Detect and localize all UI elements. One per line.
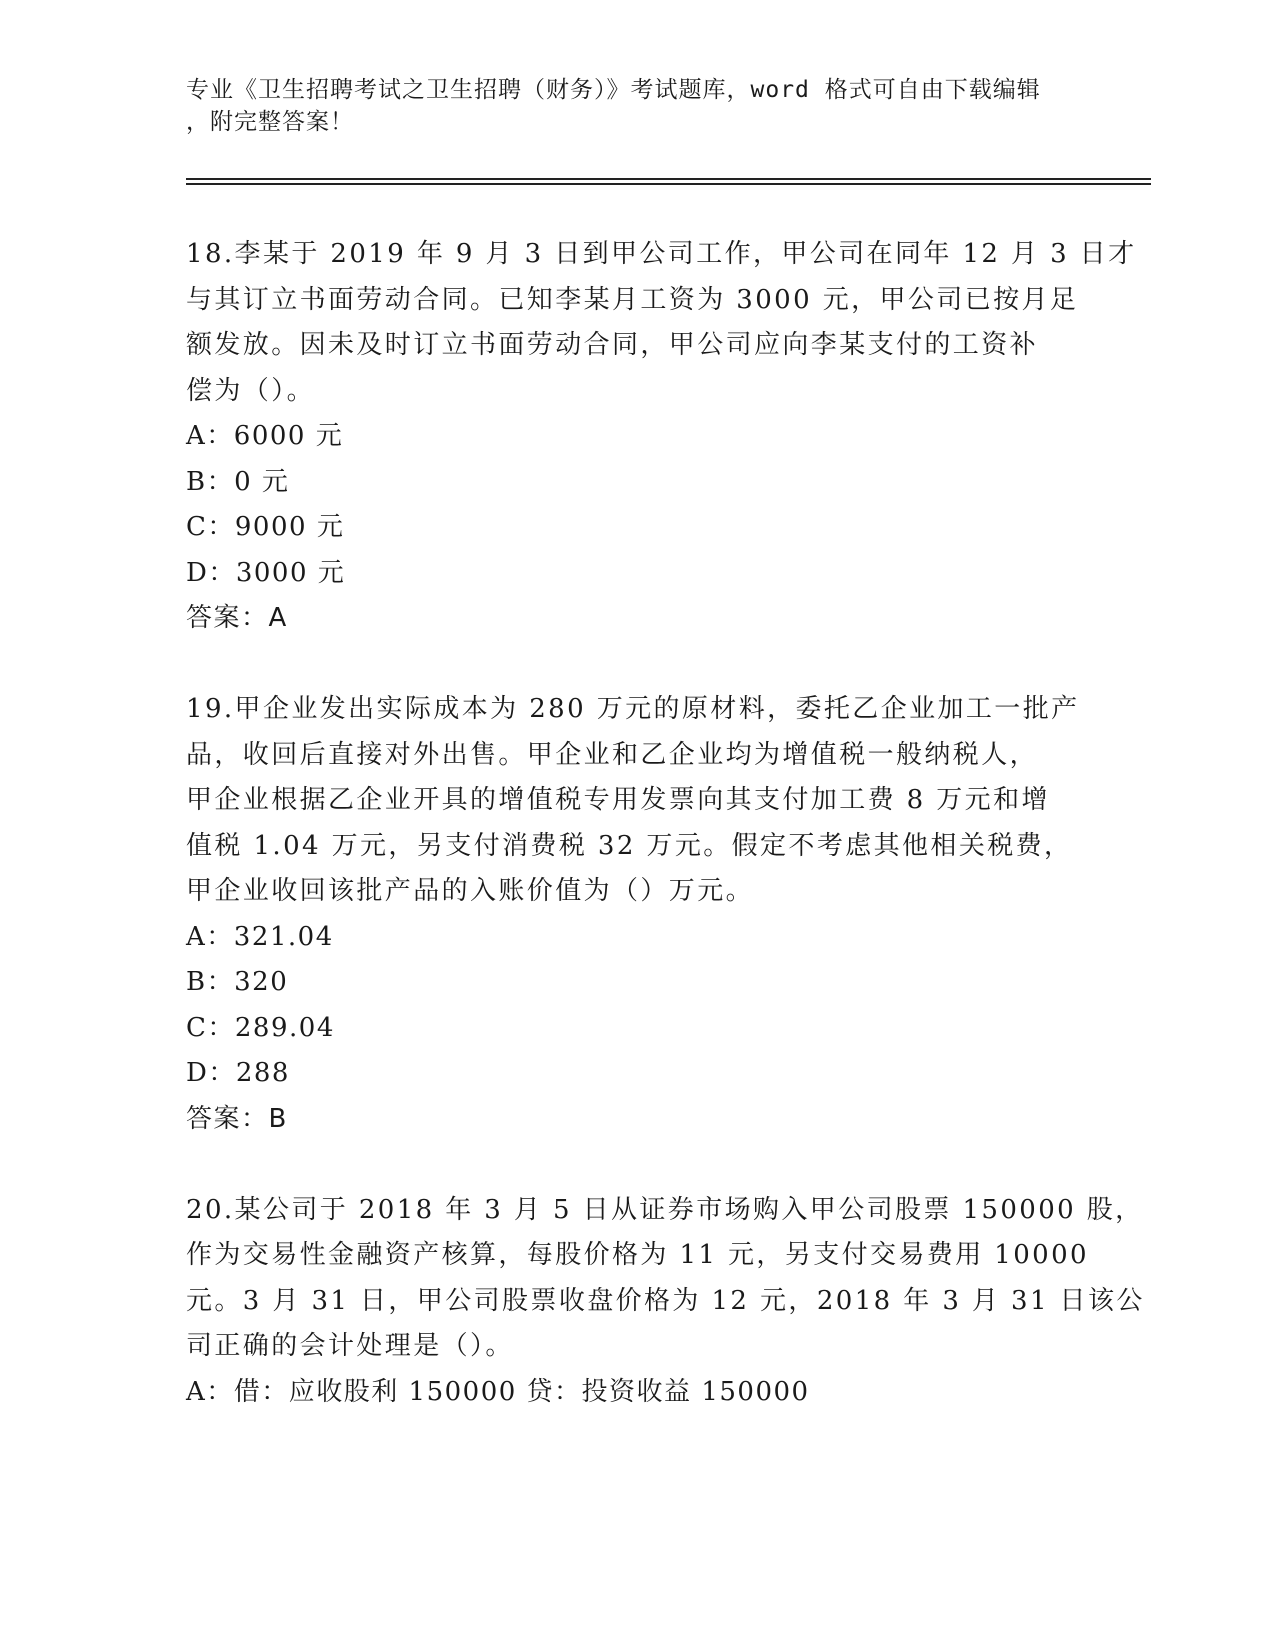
spacer (186, 1142, 1086, 1188)
header-divider-top (186, 178, 1151, 180)
option-b: B：0 元 (186, 466, 290, 497)
question-text-line: 偿为（）。 (186, 375, 316, 406)
question-text-line: 司正确的会计处理是（）。 (186, 1331, 514, 1361)
question-text-line: 19.甲企业发出实际成本为 280 万元的原材料，委托乙企业加工一批产 (186, 694, 1080, 724)
option-b: B：320 (186, 967, 289, 997)
question-text-line: 18.李某于 2019 年 9 月 3 日到甲公司工作，甲公司在同年 12 月 3 日才 (186, 239, 1137, 269)
question-19 (186, 687, 1086, 915)
option-d: D：288 (186, 1058, 290, 1088)
question-text-line: 甲企业根据乙企业开具的增值税专用发票向其支付加工费 8 万元和增 (186, 785, 1050, 815)
question-18 (186, 232, 1137, 414)
option-a: A：321.04 (186, 921, 334, 952)
question-text-line: 作为交易性金融资产核算，每股价格为 11 元，另支付交易费用 10000 (186, 1240, 1089, 1270)
question-text-line: 甲企业收回该批产品的入账价值为（）万元。 (186, 876, 755, 906)
option-a: A：借：应收股利 150000 贷：投资收益 150000 (186, 1376, 810, 1407)
question-text-line: 元。3 月 31 日，甲公司股票收盘价格为 12 元，2018 年 3 月 31 日该公 (186, 1285, 1145, 1316)
question-text-line: 额发放。因未及时订立书面劳动合同，甲公司应向李某支付的工资补 (186, 330, 1039, 360)
header-divider-bottom (186, 183, 1151, 185)
question-text-line: 值税 1.04 万元，另支付消费税 32 万元。假定不考虑其他相关税费， (186, 830, 1073, 861)
option-a: A：6000 元 (186, 421, 344, 451)
spacer (186, 642, 1086, 688)
answer-label: 答案：A (186, 603, 288, 633)
header-line-2: ，附完整答案！ (186, 109, 354, 135)
question-list (186, 232, 1145, 1415)
option-c: C：9000 元 (186, 512, 345, 542)
option-d: D：3000 元 (186, 557, 346, 588)
question-text-line: 品，收回后直接对外出售。甲企业和乙企业均为增值税一般纳税人， (186, 739, 1039, 770)
question-text-line: 20.某公司于 2018 年 3 月 5 日从证券市场购入甲公司股票 150000 股， (186, 1194, 1144, 1225)
question-text-line: 与其订立书面劳动合同。已知李某月工资为 3000 元，甲公司已按月足 (186, 284, 1079, 315)
page-header (186, 74, 1086, 138)
answer-label: 答案：B (186, 1103, 288, 1134)
question-20 (186, 1188, 1145, 1370)
option-c: C：289.04 (186, 1012, 335, 1043)
header-line-1: 专业《卫生招聘考试之卫生招聘（财务）》考试题库，word 格式可自由下载编辑 (186, 77, 1041, 103)
